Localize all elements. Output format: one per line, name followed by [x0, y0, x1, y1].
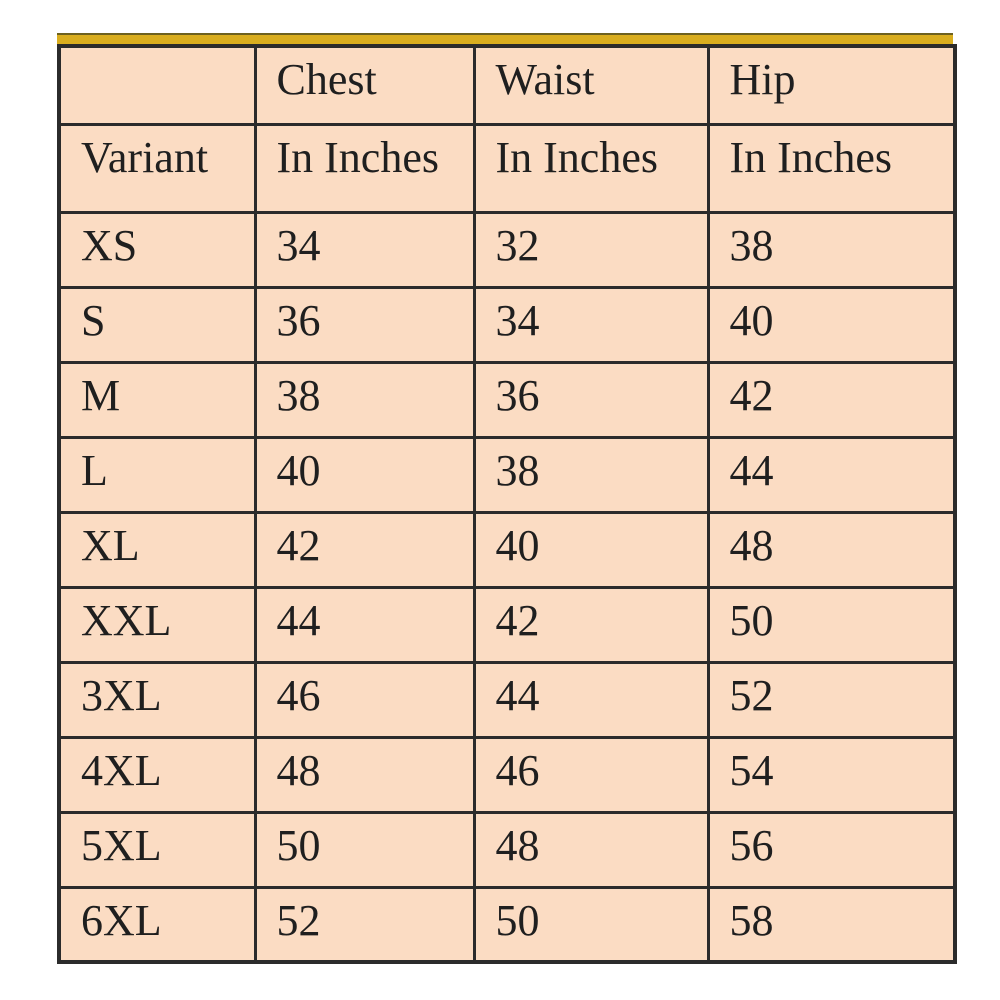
hip-value-cell: 38: [708, 212, 955, 287]
variant-cell: XXL: [59, 587, 255, 662]
table-row: [59, 512, 955, 587]
table-row: [59, 437, 955, 512]
hip-value-cell: 58: [708, 887, 955, 962]
header-cell-hip: Hip: [708, 46, 955, 124]
chest-value-cell: 52: [255, 887, 474, 962]
waist-value-cell: 36: [474, 362, 708, 437]
header-cell-waist: Waist: [474, 46, 708, 124]
chest-value-cell: 36: [255, 287, 474, 362]
hip-value-cell: 44: [708, 437, 955, 512]
chest-value-cell: 38: [255, 362, 474, 437]
size-chart-table: [57, 44, 957, 964]
table-row: [59, 287, 955, 362]
chest-value-cell: 34: [255, 212, 474, 287]
chest-value-cell: 40: [255, 437, 474, 512]
variant-cell: XS: [59, 212, 255, 287]
waist-value-cell: 40: [474, 512, 708, 587]
variant-cell: 4XL: [59, 737, 255, 812]
hip-value-cell: 52: [708, 662, 955, 737]
waist-value-cell: 42: [474, 587, 708, 662]
variant-cell: 6XL: [59, 887, 255, 962]
hip-value-cell: 42: [708, 362, 955, 437]
gold-top-bar: [57, 33, 953, 44]
unit-cell-hip-inches: In Inches: [708, 124, 955, 212]
table-row: [59, 362, 955, 437]
unit-cell-waist-inches: In Inches: [474, 124, 708, 212]
hip-value-cell: 40: [708, 287, 955, 362]
variant-cell: XL: [59, 512, 255, 587]
header-cell-blank: [59, 46, 255, 124]
hip-value-cell: 48: [708, 512, 955, 587]
unit-cell-chest-inches: In Inches: [255, 124, 474, 212]
header-row-measures: [59, 46, 955, 124]
table-row: [59, 662, 955, 737]
header-row-units: [59, 124, 955, 212]
size-chart-sheet: [57, 33, 953, 964]
chest-value-cell: 46: [255, 662, 474, 737]
table-row: [59, 812, 955, 887]
chest-value-cell: 50: [255, 812, 474, 887]
chest-value-cell: 44: [255, 587, 474, 662]
variant-cell: 3XL: [59, 662, 255, 737]
table-row: [59, 737, 955, 812]
hip-value-cell: 50: [708, 587, 955, 662]
waist-value-cell: 50: [474, 887, 708, 962]
waist-value-cell: 34: [474, 287, 708, 362]
waist-value-cell: 38: [474, 437, 708, 512]
table-row: [59, 887, 955, 962]
waist-value-cell: 44: [474, 662, 708, 737]
variant-cell: S: [59, 287, 255, 362]
header-cell-variant: Variant: [59, 124, 255, 212]
variant-cell: 5XL: [59, 812, 255, 887]
variant-cell: M: [59, 362, 255, 437]
chest-value-cell: 42: [255, 512, 474, 587]
hip-value-cell: 54: [708, 737, 955, 812]
table-row: [59, 212, 955, 287]
hip-value-cell: 56: [708, 812, 955, 887]
header-cell-chest: Chest: [255, 46, 474, 124]
waist-value-cell: 32: [474, 212, 708, 287]
waist-value-cell: 48: [474, 812, 708, 887]
chest-value-cell: 48: [255, 737, 474, 812]
variant-cell: L: [59, 437, 255, 512]
waist-value-cell: 46: [474, 737, 708, 812]
table-row: [59, 587, 955, 662]
